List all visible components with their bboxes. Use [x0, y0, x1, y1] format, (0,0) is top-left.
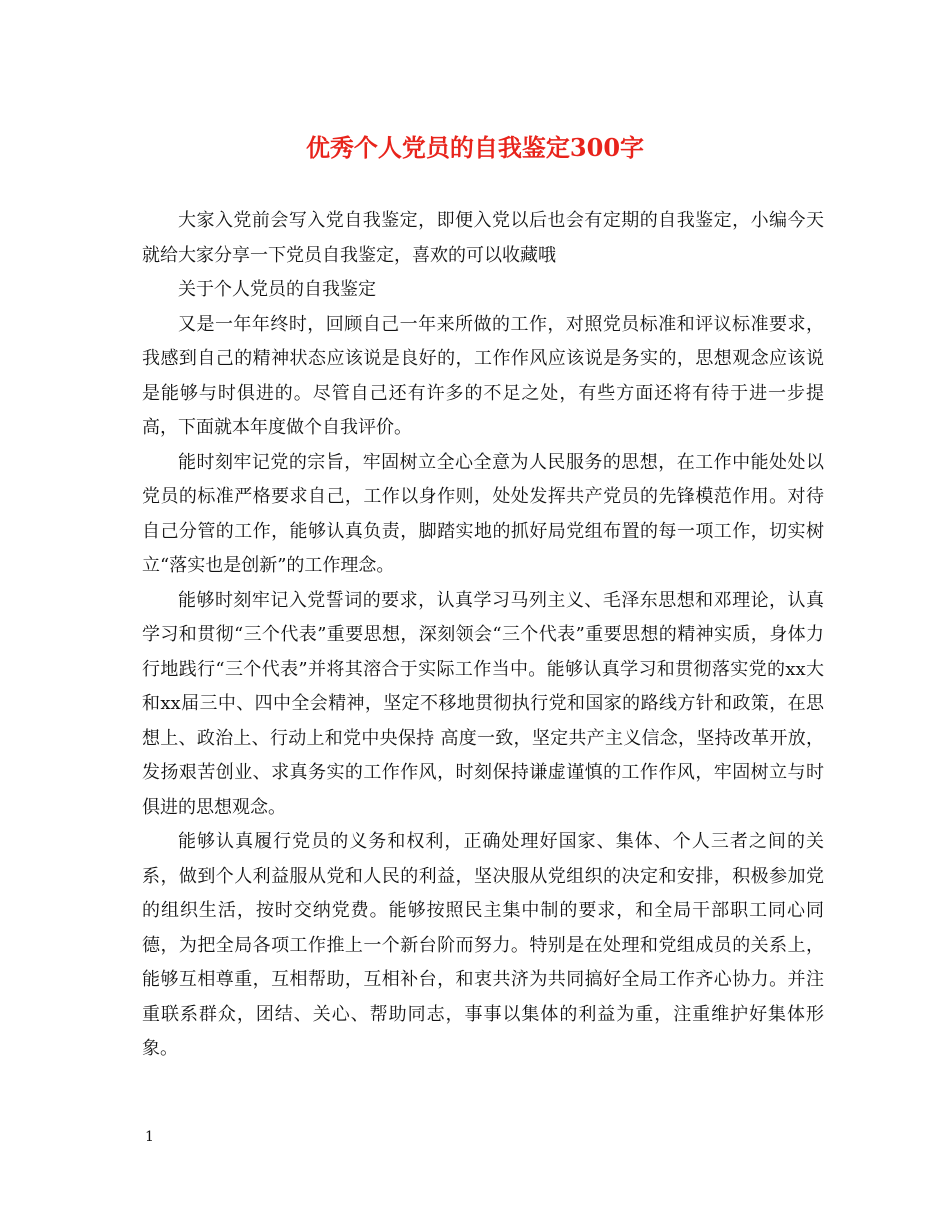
intro-paragraph: 大家入党前会写入党自我鉴定，即便入党以后也会有定期的自我鉴定，小编今天就给大家分享一下党员自我鉴定，喜欢的可以收藏哦	[142, 210, 824, 266]
page-number: 1	[145, 1129, 154, 1145]
body-paragraph-3: 能够时刻牢记入党誓词的要求，认真学习马列主义、毛泽东思想和邓理论，认真学习和贯彻“三个代表”重要思想，深刻领会“三个代表”重要思想的精神实质，身体力行地践行“三个代表”并将其溶合于实际工作当中。能够认真学习和贯彻落实党的xx大和xx届三中、四中全会精神，坚定不移地贯彻执行党和国家的路线方针和政策，在思想上、政治上、行动上和党中央保持 高度一致，坚定共产主义信念，坚持改革开放，发扬艰苦创业、求真务实的工作作风，时刻保持谦虚谨慎的工作作风，牢固树立与时俱进的思想观念。	[142, 589, 824, 818]
body-paragraph-1: 又是一年年终时，回顾自己一年来所做的工作，对照党员标准和评议标准要求，我感到自己的精神状态应该说是良好的，工作作风应该说是务实的，思想观念应该说是能够与时俱进的。尽管自己还有许多的不足之处，有些方面还将有待于进一步提高，下面就本年度做个自我评价。	[142, 313, 824, 438]
document-title: 优秀个人党员的自我鉴定300字	[305, 133, 645, 162]
section-heading: 关于个人党员的自我鉴定	[178, 279, 376, 300]
document-body	[142, 204, 824, 1067]
body-paragraph-2: 能时刻牢记党的宗旨，牢固树立全心全意为人民服务的思想，在工作中能处处以党员的标准严格要求自己，工作以身作则，处处发挥共产党员的先锋模范作用。对待自己分管的工作，能够认真负责，脚踏实地的抓好局党组布置的每一项工作，切实树立“落实也是创新”的工作理念。	[142, 451, 824, 576]
body-paragraph-4: 能够认真履行党员的义务和权利，正确处理好国家、集体、个人三者之间的关系，做到个人利益服从党和人民的利益，坚决服从党组织的决定和安排，积极参加党的组织生活，按时交纳党费。能够按照民主集中制的要求，和全局干部职工同心同德，为把全局各项工作推上一个新台阶而努力。特别是在处理和党组成员的关系上，能够互相尊重，互相帮助，互相补台，和衷共济为共同搞好全局工作齐心协力。并注重联系群众，团结、关心、帮助同志，事事以集体的利益为重，注重维护好集体形象。	[142, 831, 824, 1059]
